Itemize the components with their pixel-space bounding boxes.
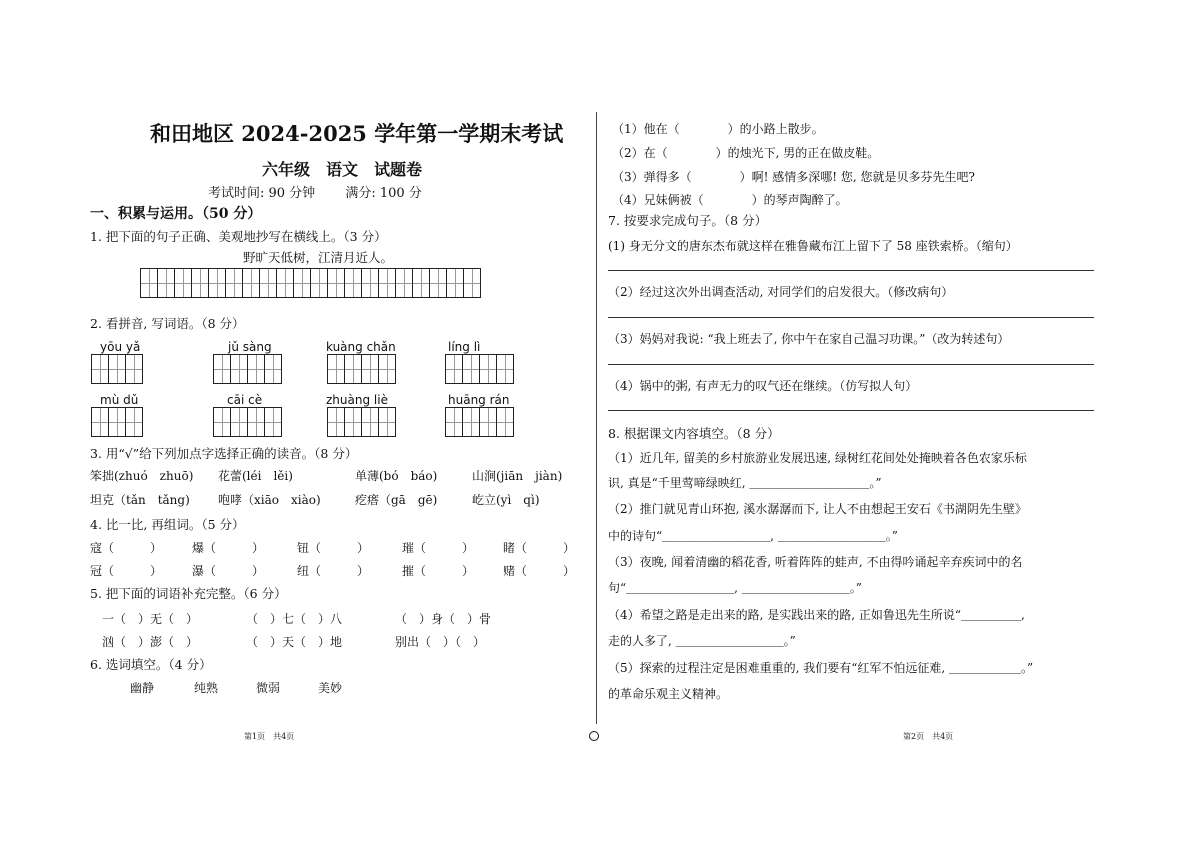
pronunciation-item[interactable]: 单薄(bó báo) bbox=[355, 469, 438, 483]
grid-cell[interactable] bbox=[412, 268, 430, 298]
q8-line[interactable]: （5）探索的过程注定是困难重重的, 我们要有“红军不怕远征难, ＿＿＿＿＿＿。” bbox=[608, 661, 1034, 675]
q7-heading: 7. 按要求完成句子。（8 分） bbox=[608, 213, 768, 228]
q8-line[interactable]: 中的诗句“＿＿＿＿＿＿＿＿＿, ＿＿＿＿＿＿＿＿＿。” bbox=[608, 529, 898, 543]
word-compare-item[interactable]: 纽（ ） bbox=[297, 564, 370, 578]
grid-cell[interactable] bbox=[327, 268, 345, 298]
q5-heading: 5. 把下面的词语补充完整。（6 分） bbox=[90, 586, 287, 601]
pinyin-answer-box[interactable] bbox=[213, 354, 281, 384]
answer-line[interactable] bbox=[608, 270, 1094, 271]
q6-item[interactable]: （2）在（ ）的烛光下, 男的正在做皮鞋。 bbox=[612, 146, 880, 160]
word-compare-item[interactable]: 冠（ ） bbox=[90, 564, 163, 578]
q3-heading: 3. 用“√”给下列加点字选择正确的读音。（8 分） bbox=[90, 446, 358, 461]
grid-cell[interactable] bbox=[310, 268, 328, 298]
pinyin-label: yōu yǎ bbox=[100, 340, 141, 354]
pinyin-label: huāng rán bbox=[448, 393, 510, 407]
q6-item[interactable]: （3）弹得多（ ）啊! 感情多深哪! 您, 您就是贝多芬先生吧? bbox=[612, 170, 975, 184]
q7-item: (1) 身无分文的唐东杰布就这样在雅鲁藏布江上留下了 58 座铁索桥。（缩句） bbox=[608, 239, 1018, 253]
grid-cell[interactable] bbox=[174, 268, 192, 298]
q7-item: （3）妈妈对我说: “我上班去了, 你中午在家自己温习功课。”（改为转述句） bbox=[608, 332, 1010, 346]
exam-info: 考试时间: 90 分钟 满分: 100 分 bbox=[208, 186, 422, 201]
q8-heading: 8. 根据课文内容填空。（8 分） bbox=[608, 426, 780, 441]
word-compare-item[interactable]: 摧（ ） bbox=[402, 564, 475, 578]
grid-cell[interactable] bbox=[463, 268, 481, 298]
grid-cell[interactable] bbox=[446, 268, 464, 298]
q6-item[interactable]: （4）兄妹俩被（ ）的琴声陶醉了。 bbox=[612, 193, 848, 207]
grid-cell[interactable] bbox=[191, 268, 209, 298]
pronunciation-item[interactable]: 咆哮（xiāo xiào) bbox=[218, 493, 321, 507]
word-compare-item[interactable]: 睹（ ） bbox=[503, 541, 576, 555]
q1-heading: 1. 把下面的句子正确、美观地抄写在横线上。（3 分） bbox=[90, 229, 387, 244]
grid-cell[interactable] bbox=[344, 268, 362, 298]
binding-hole-icon bbox=[589, 731, 599, 741]
page-footer: 第2页 共4页 bbox=[903, 732, 954, 741]
q6-heading: 6. 选词填空。（4 分） bbox=[90, 657, 212, 672]
q7-item: （4）锅中的粥, 有声无力的叹气还在继续。（仿写拟人句） bbox=[608, 379, 918, 393]
grid-cell[interactable] bbox=[395, 268, 413, 298]
pronunciation-item[interactable]: 坦克（tǎn tǎng) bbox=[90, 493, 190, 507]
page-divider bbox=[596, 112, 597, 724]
exam-title: 和田地区 2024-2025 学年第一学期末考试 bbox=[150, 121, 564, 146]
pinyin-label: cāi cè bbox=[227, 393, 263, 407]
grid-cell[interactable] bbox=[259, 268, 277, 298]
word-compare-item[interactable]: 钮（ ） bbox=[297, 541, 370, 555]
grid-cell[interactable] bbox=[361, 268, 379, 298]
grid-cell[interactable] bbox=[378, 268, 396, 298]
pinyin-label: mù dǔ bbox=[100, 393, 139, 407]
word-compare-item[interactable]: 赌（ ） bbox=[503, 564, 576, 578]
grid-cell[interactable] bbox=[429, 268, 447, 298]
pinyin-answer-box[interactable] bbox=[327, 407, 395, 437]
q8-line[interactable]: 识, 真是“千里莺啼绿映红, ＿＿＿＿＿＿＿＿＿＿。” bbox=[608, 476, 882, 490]
word-compare-item[interactable]: 爆（ ） bbox=[192, 541, 265, 555]
word-choice: 幽静 bbox=[130, 681, 155, 695]
idiom-fill-item[interactable]: （ ）七（ ）八 bbox=[246, 612, 343, 626]
writing-grid[interactable] bbox=[140, 268, 480, 298]
q6-item[interactable]: （1）他在（ ）的小路上散步。 bbox=[612, 122, 824, 136]
pinyin-answer-box[interactable] bbox=[213, 407, 281, 437]
q7-item: （2）经过这次外出调查活动, 对同学们的启发很大。（修改病句） bbox=[608, 285, 954, 299]
pronunciation-item[interactable]: 山涧(jiān jiàn) bbox=[472, 469, 563, 483]
q8-line[interactable]: 的革命乐观主义精神。 bbox=[608, 687, 729, 701]
word-choice: 美妙 bbox=[318, 681, 343, 695]
pinyin-label: zhuàng liè bbox=[326, 393, 388, 407]
answer-line[interactable] bbox=[608, 317, 1094, 318]
q2-heading: 2. 看拼音, 写词语。（8 分） bbox=[90, 316, 245, 331]
pinyin-answer-box[interactable] bbox=[445, 354, 513, 384]
page-footer: 第1页 共4页 bbox=[244, 732, 295, 741]
idiom-fill-item[interactable]: 汹（ ）澎（ ） bbox=[102, 635, 199, 649]
pronunciation-item[interactable]: 花蕾(léi lěi) bbox=[218, 469, 293, 483]
pronunciation-item[interactable]: 屹立(yì qì) bbox=[472, 493, 540, 507]
word-compare-item[interactable]: 瀑（ ） bbox=[192, 564, 265, 578]
pinyin-label: jǔ sàng bbox=[228, 340, 272, 354]
word-compare-item[interactable]: 璀（ ） bbox=[402, 541, 475, 555]
word-choice: 纯熟 bbox=[194, 681, 219, 695]
grid-cell[interactable] bbox=[225, 268, 243, 298]
pronunciation-item[interactable]: 笨拙(zhuó zhuō) bbox=[90, 469, 194, 483]
idiom-fill-item[interactable]: 一（ ）无（ ） bbox=[102, 612, 199, 626]
q8-line[interactable]: （1）近几年, 留美的乡村旅游业发展迅速, 绿树红花间处处掩映着各色农家乐标 bbox=[608, 451, 1027, 465]
q8-line[interactable]: （2）推门就见青山环抱, 溪水潺潺而下, 让人不由想起王安石《书湖阴先生壁》 bbox=[608, 502, 1027, 516]
grid-cell[interactable] bbox=[157, 268, 175, 298]
pinyin-label: líng lì bbox=[448, 340, 481, 354]
grid-cell[interactable] bbox=[242, 268, 260, 298]
word-compare-item[interactable]: 寇（ ） bbox=[90, 541, 163, 555]
answer-line[interactable] bbox=[608, 410, 1094, 411]
grid-cell[interactable] bbox=[293, 268, 311, 298]
q8-line[interactable]: 走的人多了, ＿＿＿＿＿＿＿＿＿。” bbox=[608, 634, 796, 648]
q8-line[interactable]: （3）夜晚, 闻着清幽的稻花香, 听着阵阵的蛙声, 不由得吟诵起辛弃疾词中的名 bbox=[608, 555, 1023, 569]
exam-subtitle: 六年级 语文 试题卷 bbox=[262, 160, 423, 179]
idiom-fill-item[interactable]: （ ）天（ ）地 bbox=[246, 635, 343, 649]
pinyin-answer-box[interactable] bbox=[445, 407, 513, 437]
q1-sentence: 野旷天低树，江清月近人。 bbox=[243, 250, 394, 265]
pinyin-answer-box[interactable] bbox=[91, 407, 142, 437]
pinyin-answer-box[interactable] bbox=[91, 354, 142, 384]
grid-cell[interactable] bbox=[140, 268, 158, 298]
idiom-fill-item[interactable]: （ ）身（ ）骨 bbox=[395, 612, 492, 626]
grid-cell[interactable] bbox=[276, 268, 294, 298]
pinyin-answer-box[interactable] bbox=[327, 354, 395, 384]
answer-line[interactable] bbox=[608, 364, 1094, 365]
grid-cell[interactable] bbox=[208, 268, 226, 298]
q8-line[interactable]: （4）希望之路是走出来的路, 是实践出来的路, 正如鲁迅先生所说“＿＿＿＿＿, bbox=[608, 608, 1025, 622]
section-heading: 一、积累与运用。（50 分） bbox=[90, 206, 262, 222]
idiom-fill-item[interactable]: 别出（ ）（ ） bbox=[395, 635, 486, 649]
pronunciation-item[interactable]: 疙瘩（gā gē) bbox=[355, 493, 438, 507]
q4-heading: 4. 比一比, 再组词。（5 分） bbox=[90, 517, 245, 532]
q8-line[interactable]: 句“＿＿＿＿＿＿＿＿＿, ＿＿＿＿＿＿＿＿＿。” bbox=[608, 581, 862, 595]
pinyin-label: kuàng chǎn bbox=[326, 340, 396, 354]
word-choice: 微弱 bbox=[256, 681, 281, 695]
